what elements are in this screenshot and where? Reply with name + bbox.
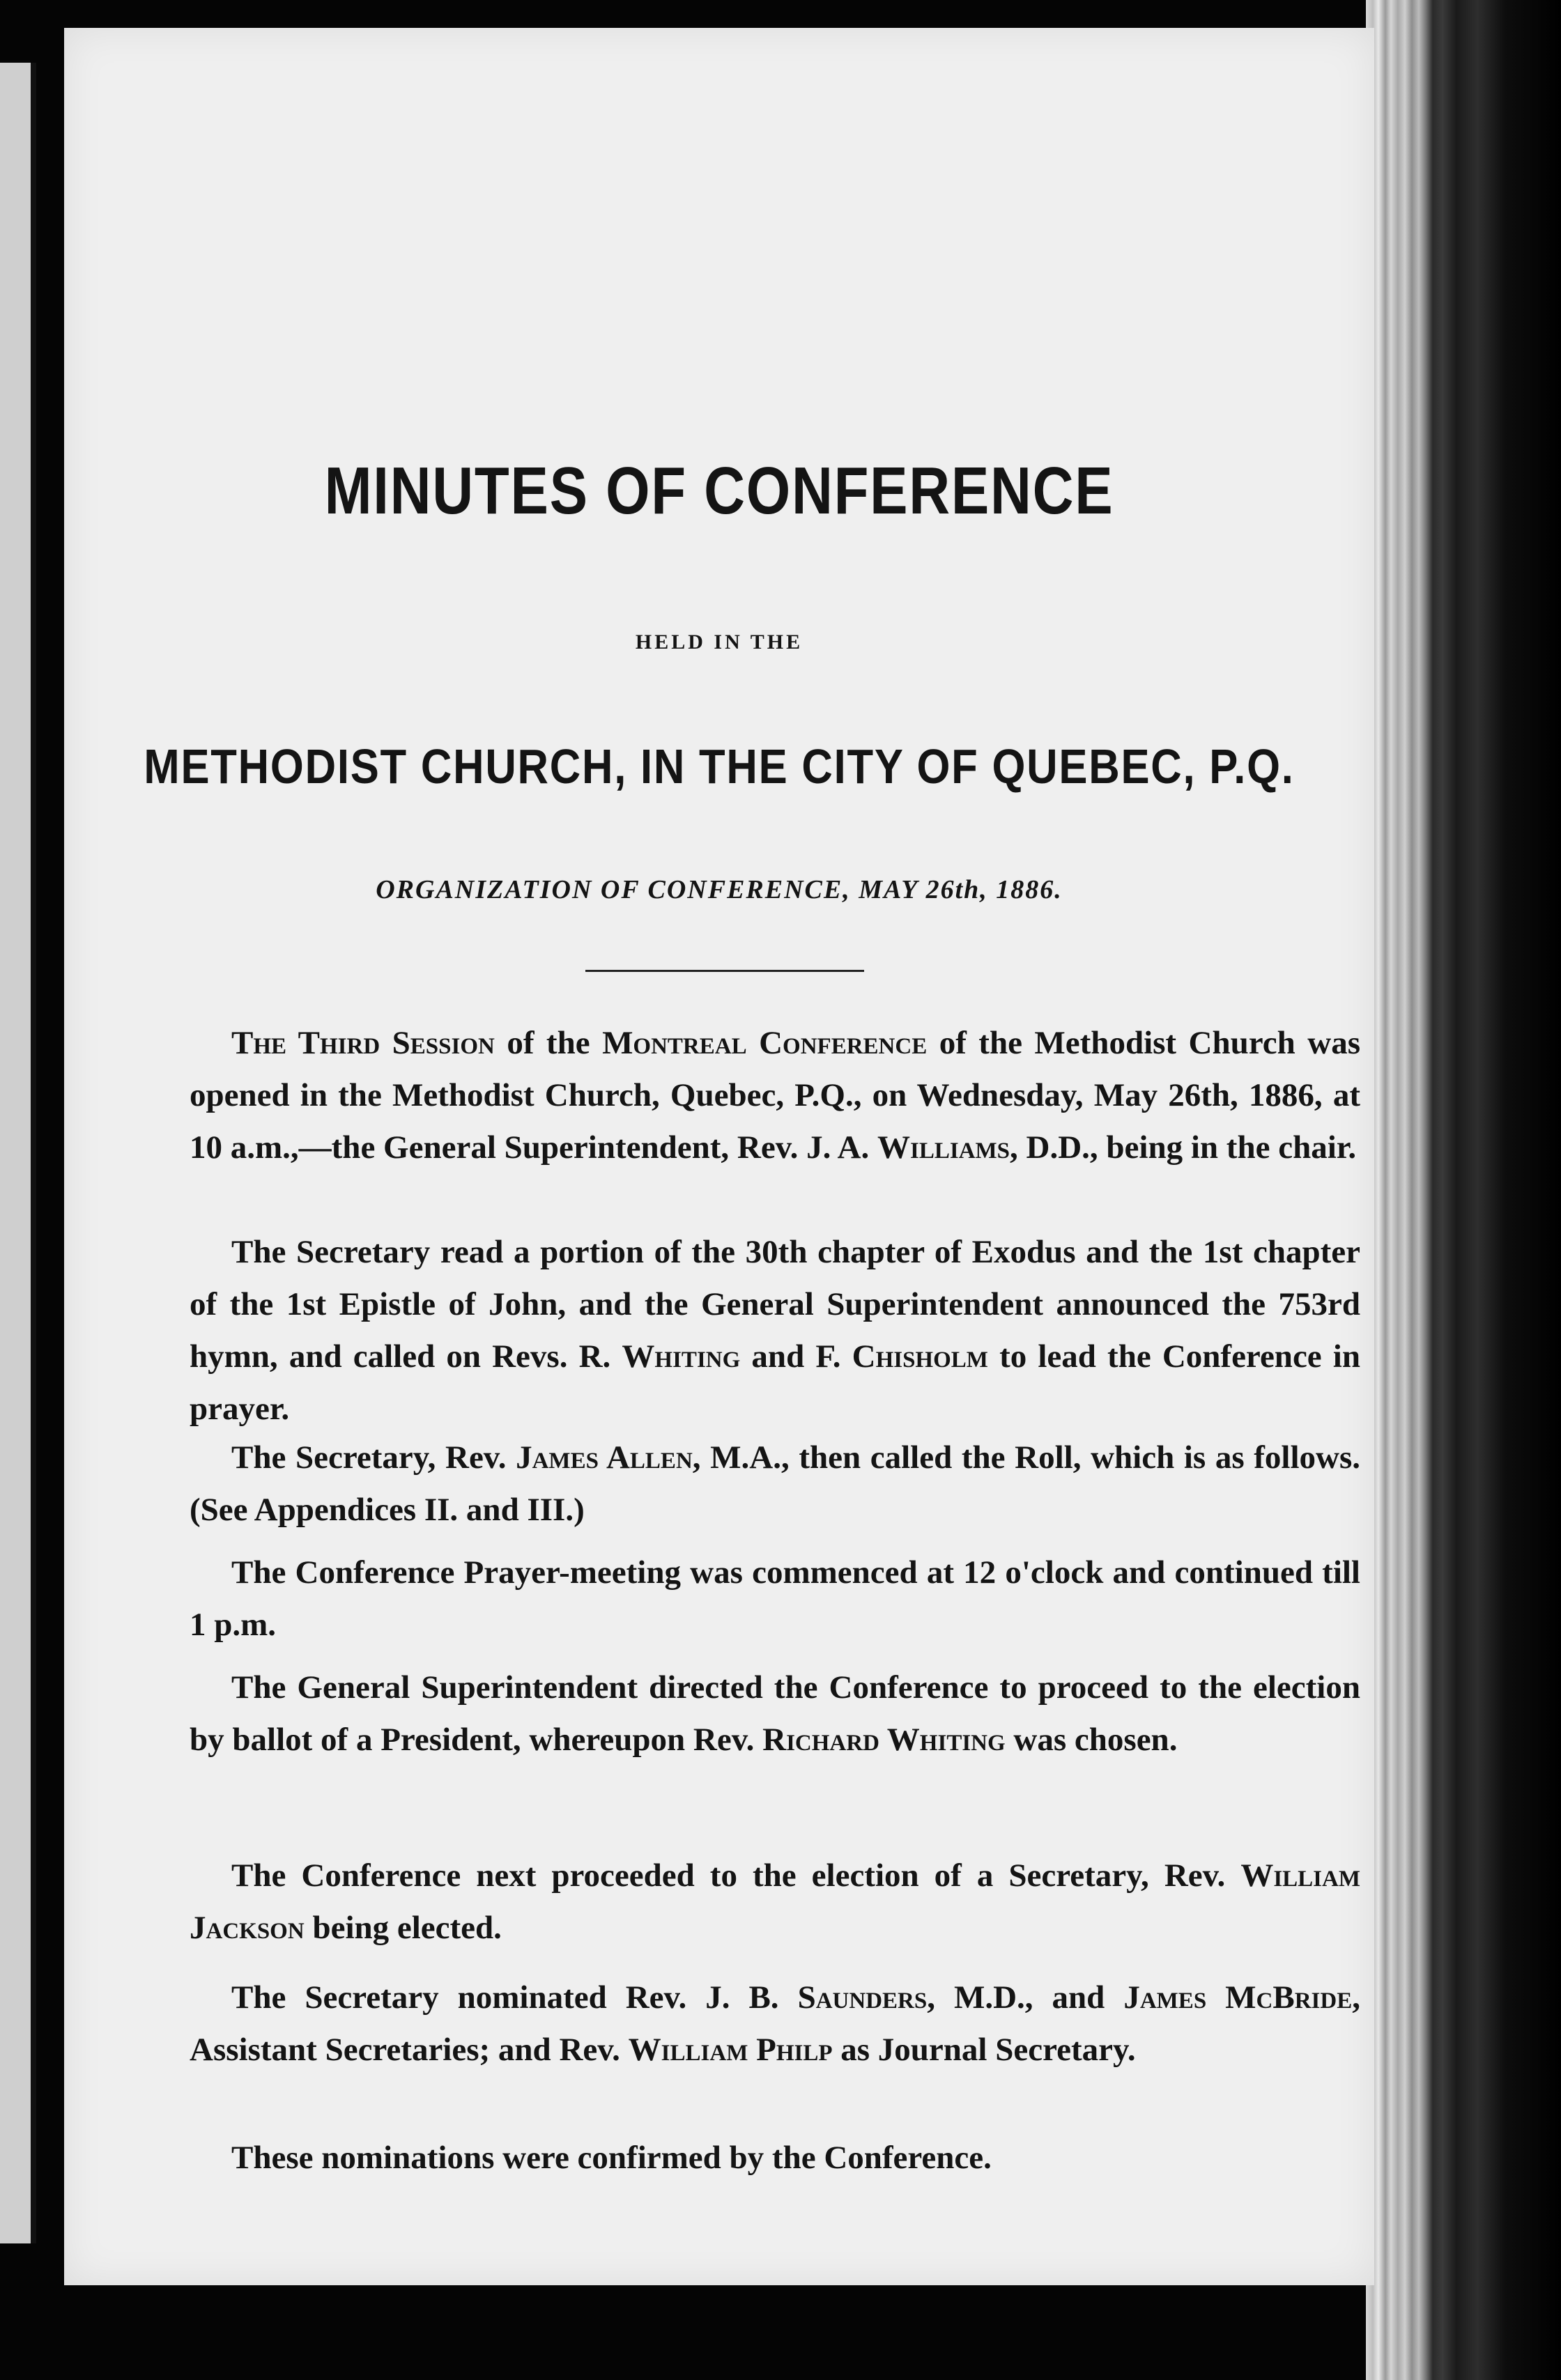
page (64, 28, 1374, 2285)
paragraph-president-election (190, 1662, 1360, 1766)
text-run: William Jackson (190, 1857, 1360, 1946)
text-run: William Philp (628, 2032, 833, 2068)
text-run: and F. (740, 1338, 852, 1375)
text-run: Montreal Conference (602, 1025, 928, 1061)
text-run: James Allen (516, 1439, 693, 1476)
text-run: as Journal Secretary. (832, 2032, 1136, 2068)
paragraph-opening (190, 1017, 1360, 1174)
text-run: These nominations were confirmed by the Conference. (231, 2140, 992, 2176)
text-run: , D.D., being in the chair. (1010, 1129, 1357, 1166)
text-run: , Assistant Secretaries; and Rev. (190, 1979, 1360, 2068)
paragraph-prayer-meeting (190, 1547, 1360, 1651)
paragraph-roll-call (190, 1432, 1360, 1536)
text-run: of the (494, 1025, 603, 1061)
text-run: being elected. (304, 1910, 502, 1946)
text-run: Saunders (797, 1979, 928, 2016)
text-run: of the Methodist Church was opened in the Methodist Church, Quebec, P.Q., on Wednesday, May 26th, 1886, at 10 a.m.,—the General Superintendent, Rev. J. A. (190, 1025, 1360, 1166)
page-title: MINUTES OF CONFERENCE (324, 454, 1114, 528)
text-run: The General Superintendent directed the Conference to proceed to the election by ballot of a President, whereupon Rev. (190, 1669, 1360, 1758)
paragraph-nominations (190, 1972, 1360, 2076)
text-run: was chosen. (1005, 1722, 1178, 1758)
book-page-edges (1366, 0, 1561, 2380)
text-run: The Conference Prayer-meeting was commenced at 12 o'clock and continued till 1 p.m. (190, 1554, 1360, 1643)
text-run: , M.A., then called the Roll, which is as follows. (See Appendices II. and III.) (190, 1439, 1360, 1528)
text-run: Richard Whiting (762, 1722, 1006, 1758)
text-run: The Secretary nominated Rev. J. B. (231, 1979, 798, 2016)
text-run: The Secretary, Rev. (231, 1439, 516, 1476)
text-run: Whiting (622, 1338, 741, 1375)
text-run: The Third Session (231, 1025, 495, 1061)
paragraph-confirmation (190, 2132, 1360, 2184)
text-run: James McBride (1123, 1979, 1353, 2016)
text-run: Williams (877, 1129, 1010, 1166)
divider-rule (585, 970, 864, 972)
location-heading: METHODIST CHURCH, IN THE CITY OF QUEBEC, P.Q. (144, 739, 1295, 794)
text-run: , M.D., and (927, 1979, 1124, 2016)
text-run: to lead the Conference in prayer. (190, 1338, 1360, 1427)
held-in-line: HELD IN THE (635, 631, 803, 654)
organization-heading: ORGANIZATION OF CONFERENCE, MAY 26th, 1886. (376, 875, 1063, 904)
text-run: Chisholm (852, 1338, 988, 1375)
text-run: The Conference next proceeded to the election of a Secretary, Rev. (231, 1857, 1241, 1894)
facing-page-edge (0, 63, 36, 2243)
paragraph-reading (190, 1226, 1360, 1435)
text-run: The Secretary read a portion of the 30th chapter of Exodus and the 1st chapter of the 1st Epistle of John, and the General Superintendent announced the 753rd hymn, and called on Revs. R. (190, 1234, 1360, 1375)
paragraph-secretary-election (190, 1850, 1360, 1954)
